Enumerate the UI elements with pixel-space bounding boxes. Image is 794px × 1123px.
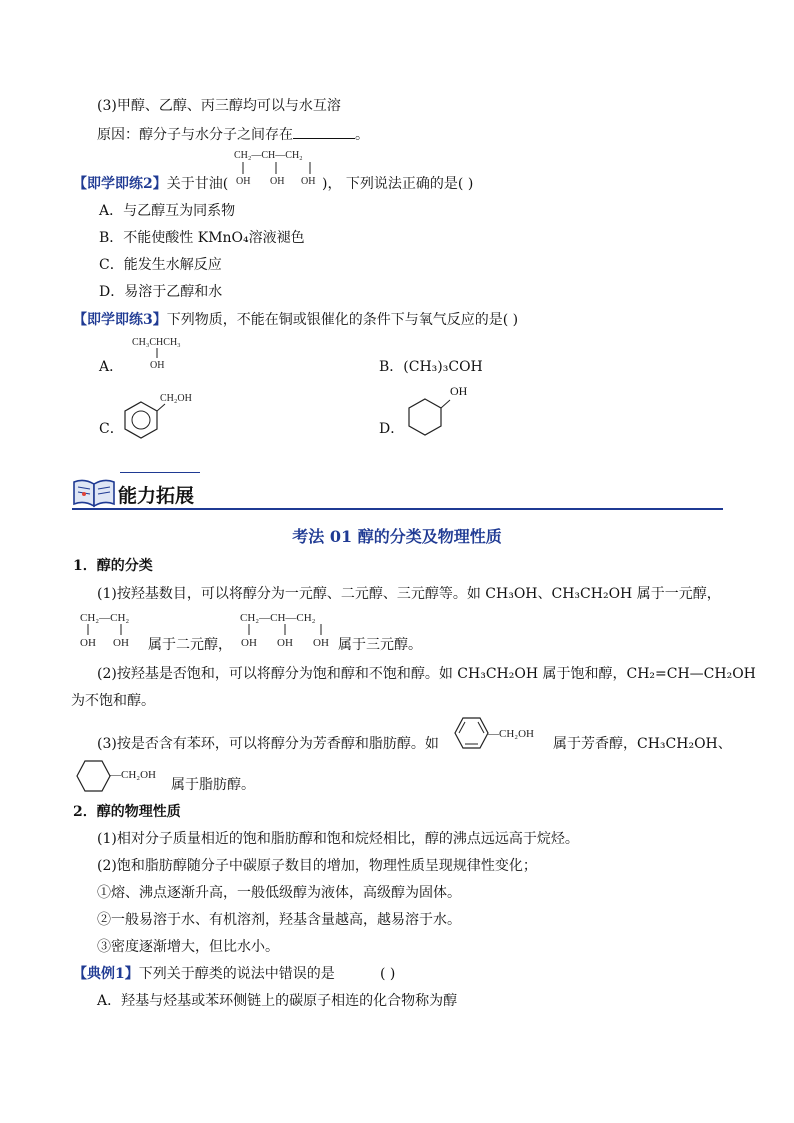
ex2-stem-suffix: )， 下列说法正确的是( ) xyxy=(322,176,474,192)
s2-line-5: ③密度逐渐增大，但比水小。 xyxy=(97,939,279,955)
ex-typ-stem-text: 下列关于醇类的说法中错误的是 xyxy=(138,966,335,982)
q3-reason-text: 原因：醇分子与水分子之间存在 xyxy=(97,127,293,143)
ex2-option-d: D．易溶于乙醇和水 xyxy=(99,284,223,300)
ex3-tag: 【即学即练3】 xyxy=(73,312,167,328)
benzene-ring-icon xyxy=(121,400,161,440)
ex3-option-b: B．(CH₃)₃COH xyxy=(379,359,483,375)
q3-line: (3)甲醇、乙醇、丙三醇均可以与水互溶 xyxy=(97,98,341,114)
ex2-stem xyxy=(73,175,228,193)
q3-reason xyxy=(97,124,369,144)
s1-p3a: (3)按是否含有苯环，可以将醇分为芳香醇和脂肪醇。如 xyxy=(97,736,439,752)
s2-line-2: (2)饱和脂肪醇随分子中碳原子数目的增加，物理性质呈现规律性变化； xyxy=(97,858,537,874)
glycerol-oh-2: OH xyxy=(270,176,285,187)
glycerol2-text: 属于三元醇。 xyxy=(338,637,422,653)
glycerol-oh-3: OH xyxy=(301,176,316,187)
s1-p2b: 为不饱和醇。 xyxy=(71,693,155,709)
isopropanol-bond xyxy=(153,347,163,361)
s1-p3c: 属于脂肪醇。 xyxy=(171,777,255,793)
glycerol-oh-1: OH xyxy=(236,176,251,187)
section-top-rule xyxy=(120,472,200,473)
s1-p3b: 属于芳香醇，CH₃CH₂OH、 xyxy=(553,736,732,752)
cyclohexanol-oh: OH xyxy=(450,384,468,398)
s1-p1: (1)按羟基数目，可以将醇分为一元醇、二元醇、三元醇等。如 CH₃OH、CH₃CH₂OH 属于一元醇， xyxy=(97,586,721,602)
book-icon xyxy=(72,474,122,510)
ex3-option-a-label: A． xyxy=(99,359,124,375)
cyclohexylmethanol-ch2oh: —CH₂OH xyxy=(110,769,157,781)
ex2-stem-prefix: 关于甘油( xyxy=(166,176,229,192)
glycerol-formula-top: CH₂—CH—CH₂ xyxy=(234,150,303,161)
glycerol2-oh-1: OH xyxy=(241,637,257,649)
ex-typ-paren: ( ) xyxy=(380,966,396,982)
ex-typ-option-a: A．羟基与烃基或苯环侧链上的碳原子相连的化合物称为醇 xyxy=(97,993,458,1009)
isopropanol-oh: OH xyxy=(150,360,165,371)
glycerol2-bonds xyxy=(240,623,340,637)
s2-line-3: ①熔、沸点逐渐升高，一般低级醇为液体，高级醇为固体。 xyxy=(97,885,461,901)
method-title-text: 考法 01 醇的分类及物理性质 xyxy=(292,527,502,546)
cyclohexane-ring-icon-2 xyxy=(72,756,114,796)
ex3-stem xyxy=(73,311,518,329)
method-title xyxy=(0,524,794,547)
glycol-top: CH₂—CH₂ xyxy=(80,612,130,624)
glycerol2-oh-3: OH xyxy=(313,637,329,649)
glycerol2-oh-2: OH xyxy=(277,637,293,649)
q3-reason-suffix: 。 xyxy=(355,127,369,143)
s2-line-4: ②一般易溶于水、有机溶剂，羟基含量越高，越易溶于水。 xyxy=(97,912,461,928)
ex2-option-a: A．与乙醇互为同系物 xyxy=(99,203,236,219)
ex2-tag: 【即学即练2】 xyxy=(73,176,167,192)
ex-typ-tag: 【典例1】 xyxy=(73,966,139,982)
ex3-option-d-label: D． xyxy=(379,421,405,437)
benzene-ring-icon-2 xyxy=(450,713,492,753)
section-bottom-rule xyxy=(72,508,723,510)
isopropanol-top: CH₃CHCH₃ xyxy=(132,337,181,348)
ex-typ-stem xyxy=(73,965,335,983)
benzyl-ch2oh: CH₂OH xyxy=(160,393,192,404)
benzyl2-ch2oh: —CH₂OH xyxy=(488,728,535,740)
s1-p2a: (2)按羟基是否饱和，可以将醇分为饱和醇和不饱和醇。如 CH₃CH₂OH 属于饱和醇，CH₂=CH—CH₂OH xyxy=(97,666,756,682)
ex3-option-c-label: C． xyxy=(99,421,124,437)
section-title: 能力拓展 xyxy=(118,485,195,507)
ex2-option-b: B．不能使酸性 KMnO₄溶液褪色 xyxy=(99,230,305,246)
s2-heading: 2．醇的物理性质 xyxy=(73,804,181,820)
ex3-stem-text: 下列物质，不能在铜或银催化的条件下与氧气反应的是( ) xyxy=(166,312,519,328)
glycol-bonds xyxy=(80,623,140,637)
glycol-text: 属于二元醇， xyxy=(148,637,232,653)
answer-blank xyxy=(293,124,355,139)
s2-line-1: (1)相对分子质量相近的饱和脂肪醇和饱和烷烃相比，醇的沸点远远高于烷烃。 xyxy=(97,831,579,847)
glycol-oh-2: OH xyxy=(113,637,129,649)
cyclohexane-ring-icon xyxy=(404,395,448,439)
s1-heading: 1．醇的分类 xyxy=(73,558,153,574)
glycol-oh-1: OH xyxy=(80,637,96,649)
glycerol2-top: CH₂—CH—CH₂ xyxy=(240,612,316,624)
ex2-option-c: C．能发生水解反应 xyxy=(99,257,222,273)
